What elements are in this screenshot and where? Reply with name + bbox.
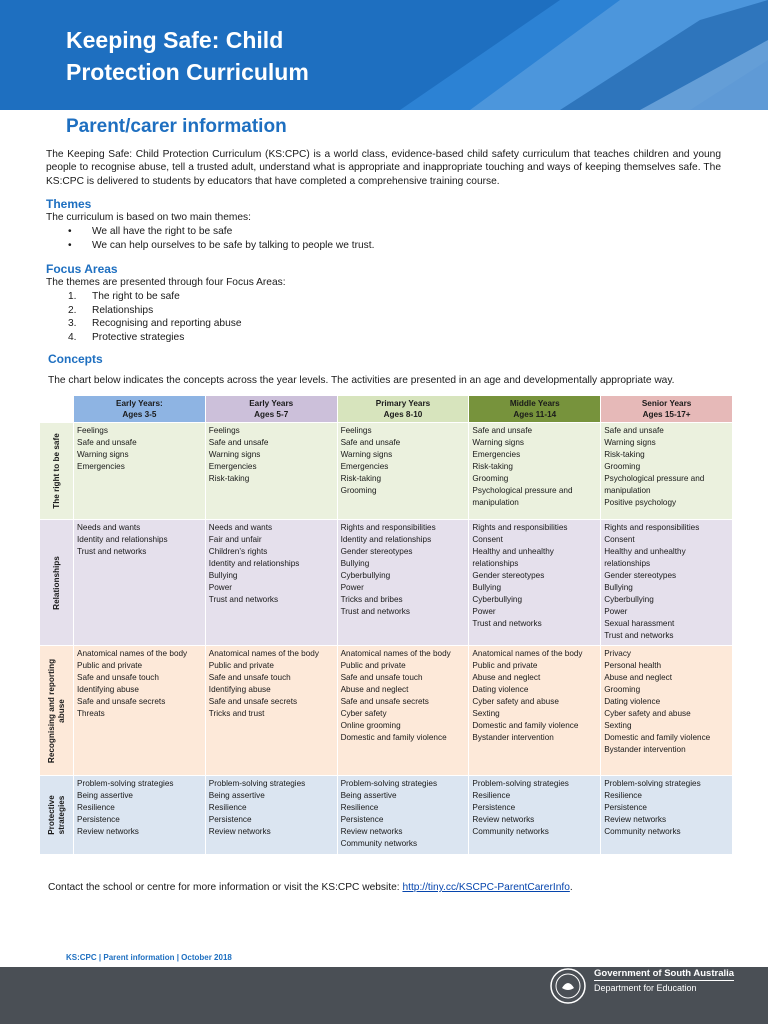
column-header: Early Years Ages 5-7: [206, 396, 337, 422]
table-cell: [338, 776, 469, 854]
concept-item: Bullying: [340, 559, 370, 568]
concept-item: Identity and relationships: [340, 535, 432, 544]
concept-item: Public and private: [77, 661, 143, 670]
concept-item: Gender stereotypes: [472, 571, 545, 580]
table-cell: [601, 423, 732, 519]
table-cell: [338, 520, 469, 645]
page-title: Keeping Safe: Child Protection Curriculum: [66, 27, 309, 85]
concept-item: Domestic and family violence: [604, 733, 711, 742]
contact-line: Contact the school or centre for more information or visit the KS:CPC website: http://tiny.cc/KSCPC-ParentCarerInfo.: [48, 882, 573, 893]
table-cell: [74, 423, 205, 519]
concept-item: Warning signs: [77, 450, 129, 459]
row-header: The right to be safe: [40, 423, 73, 519]
concept-item: Safe and unsafe: [208, 438, 269, 447]
concept-item: Being assertive: [77, 791, 133, 800]
concept-item: Feelings: [340, 426, 372, 435]
column-header: Middle Years Ages 11-14: [469, 396, 600, 422]
table-cell: [469, 776, 600, 854]
concept-item: Risk-taking: [340, 474, 382, 483]
concept-item: Needs and wants: [208, 523, 273, 532]
concept-item: Power: [340, 583, 364, 592]
concept-item: Persistence: [77, 815, 120, 824]
concept-item: Persistence: [340, 815, 384, 824]
concept-item: Psychological pressure and manipulation: [472, 486, 573, 507]
footer-reference: KS:CPC | Parent information | October 2018: [66, 953, 232, 962]
concept-item: Cyberbullying: [604, 595, 654, 604]
concept-item: Safe and unsafe secrets: [208, 697, 298, 706]
table-cell: [74, 520, 205, 645]
table-cell: [206, 520, 337, 645]
table-cell: [601, 646, 732, 775]
table-cell: [601, 776, 732, 854]
concept-item: Safe and unsafe touch: [208, 673, 291, 682]
concept-item: Privacy: [604, 649, 632, 658]
concept-item: Cyber safety and abuse: [604, 709, 691, 718]
concept-item: Public and private: [340, 661, 406, 670]
concept-item: Identity and relationships: [77, 535, 168, 544]
column-header: Early Years: Ages 3-5: [74, 396, 205, 422]
table-cell: [601, 520, 732, 645]
focus-lead: The themes are presented through four Focus Areas:: [46, 277, 286, 288]
concept-item: Consent: [604, 535, 635, 544]
concept-item: Warning signs: [472, 438, 524, 447]
concept-item: Safe and unsafe: [77, 438, 137, 447]
concept-item: Being assertive: [340, 791, 397, 800]
concept-item: Personal health: [604, 661, 662, 670]
focus-list: [68, 290, 242, 344]
concept-item: Bullying: [472, 583, 502, 592]
concept-item: Bullying: [208, 571, 238, 580]
concept-item: Community networks: [604, 827, 681, 836]
concept-item: Trust and networks: [77, 547, 147, 556]
concept-item: Safe and unsafe: [604, 426, 664, 435]
concept-item: Sexting: [604, 721, 632, 730]
list-item: • We all have the right to be safe: [68, 226, 233, 237]
concept-item: Feelings: [208, 426, 240, 435]
list-item: 3. Recognising and reporting abuse: [68, 318, 242, 329]
concept-item: Identifying abuse: [77, 685, 139, 694]
concept-item: Review networks: [77, 827, 139, 836]
concept-item: Being assertive: [208, 791, 265, 800]
table-cell: [74, 646, 205, 775]
concept-item: Trust and networks: [340, 607, 410, 616]
concepts-table: [40, 396, 733, 855]
concepts-lead: The chart below indicates the concepts across the year levels. The activities are presented in an age and developmentally appropriate way.: [48, 375, 675, 386]
concept-item: Trust and networks: [208, 595, 279, 604]
concept-item: Safe and unsafe touch: [340, 673, 423, 682]
concept-item: Grooming: [604, 685, 641, 694]
themes-heading: Themes: [46, 197, 92, 211]
footer-divider: [594, 980, 734, 981]
concept-item: Threats: [77, 709, 105, 718]
concept-item: Healthy and unhealthy relationships: [472, 547, 554, 568]
concept-item: Resilience: [340, 803, 379, 812]
table-cell: [469, 423, 600, 519]
concept-item: Emergencies: [472, 450, 521, 459]
concept-item: Anatomical names of the body: [77, 649, 188, 658]
concept-item: Domestic and family violence: [340, 733, 447, 742]
concept-item: Bystander intervention: [604, 745, 686, 754]
concept-item: Emergencies: [208, 462, 257, 471]
concept-item: Persistence: [604, 803, 647, 812]
concept-item: Problem-solving strategies: [340, 779, 438, 788]
concept-item: Identity and relationships: [208, 559, 300, 568]
concept-item: Safe and unsafe secrets: [77, 697, 166, 706]
concept-item: Trust and networks: [472, 619, 542, 628]
focus-heading: Focus Areas: [46, 262, 118, 276]
concept-item: Rights and responsibilities: [472, 523, 568, 532]
concept-item: Problem-solving strategies: [604, 779, 701, 788]
table-cell: [74, 776, 205, 854]
row-header: Relationships: [40, 520, 73, 645]
bullet-icon: •: [68, 226, 72, 237]
concept-item: Problem-solving strategies: [472, 779, 569, 788]
concept-item: Identifying abuse: [208, 685, 271, 694]
concept-item: Resilience: [208, 803, 247, 812]
concept-item: Rights and responsibilities: [604, 523, 700, 532]
concept-item: Warning signs: [340, 450, 393, 459]
concept-item: Cyberbullying: [472, 595, 522, 604]
department-name: Department for Education: [594, 983, 697, 993]
column-header: Primary Years Ages 8-10: [338, 396, 469, 422]
themes-list: [68, 225, 374, 252]
list-item: 1. The right to be safe: [68, 291, 180, 302]
concept-item: Resilience: [604, 791, 642, 800]
concept-item: Community networks: [340, 839, 418, 848]
concept-item: Grooming: [340, 486, 377, 495]
concept-item: Cyber safety and abuse: [472, 697, 559, 706]
concept-item: Abuse and neglect: [604, 673, 673, 682]
concept-item: Gender stereotypes: [340, 547, 413, 556]
concept-item: Public and private: [472, 661, 538, 670]
concept-item: Domestic and family violence: [472, 721, 579, 730]
table-cell: [206, 776, 337, 854]
concept-item: Problem-solving strategies: [208, 779, 306, 788]
concept-item: Risk-taking: [604, 450, 645, 459]
concept-item: Safe and unsafe touch: [77, 673, 159, 682]
concept-item: Warning signs: [208, 450, 261, 459]
table-cell: [469, 646, 600, 775]
government-name: Government of South Australia: [594, 968, 735, 979]
concept-item: Warning signs: [604, 438, 656, 447]
concept-item: Power: [208, 583, 233, 592]
concept-item: Cyber safety: [340, 709, 387, 718]
concept-item: Safe and unsafe: [472, 426, 533, 435]
concept-item: Emergencies: [77, 462, 125, 471]
concept-item: Sexting: [472, 709, 500, 718]
government-crest-icon: [548, 966, 588, 1006]
website-link[interactable]: http://tiny.cc/KSCPC-ParentCarerInfo: [402, 882, 570, 893]
table-cell: [338, 646, 469, 775]
concept-item: Trust and networks: [604, 631, 674, 640]
concept-item: Risk-taking: [472, 462, 513, 471]
concepts-heading: Concepts: [48, 352, 103, 366]
concept-item: Consent: [472, 535, 503, 544]
concept-item: Risk-taking: [208, 474, 250, 483]
concept-item: Public and private: [208, 661, 274, 670]
row-header: Recognising and reporting abuse: [40, 646, 73, 775]
header-banner: [0, 0, 768, 110]
concept-item: Online grooming: [340, 721, 401, 730]
concept-item: Anatomical names of the body: [472, 649, 583, 658]
intro-paragraph: The Keeping Safe: Child Protection Curriculum (KS:CPC) is a world class, evidence-based child safety curriculum that teaches children and young people to recognise abuse, tell a trusted adult, understand what is appropriate and inappropriate touching and ways of keeping themselves safe. The KS:CPC is delivered to students by educators that have completed a comprehensive training course.: [46, 149, 721, 187]
concept-item: Psychological pressure and manipulation: [604, 474, 705, 495]
concept-item: Problem-solving strategies: [77, 779, 174, 788]
concept-item: Sexual harassment: [604, 619, 675, 628]
concept-item: Safe and unsafe: [340, 438, 401, 447]
concept-item: Positive psychology: [604, 498, 677, 507]
concept-item: Resilience: [77, 803, 115, 812]
table-cell: [206, 423, 337, 519]
concept-item: Grooming: [472, 474, 509, 483]
concept-item: Power: [604, 607, 628, 616]
concept-item: Persistence: [208, 815, 252, 824]
concept-item: Healthy and unhealthy relationships: [604, 547, 686, 568]
concept-item: Anatomical names of the body: [208, 649, 319, 658]
concept-item: Needs and wants: [77, 523, 141, 532]
concept-item: Community networks: [472, 827, 549, 836]
concept-item: Review networks: [604, 815, 667, 824]
column-header: Senior Years Ages 15-17+: [601, 396, 732, 422]
concept-item: Dating violence: [472, 685, 529, 694]
list-item: 2. Relationships: [68, 304, 154, 316]
concept-item: Tricks and trust: [208, 709, 265, 718]
concept-item: Review networks: [340, 827, 403, 836]
concept-item: Persistence: [472, 803, 516, 812]
themes-lead: The curriculum is based on two main themes:: [46, 212, 251, 223]
concept-item: Power: [472, 607, 496, 616]
concept-item: Bystander intervention: [472, 733, 554, 742]
concept-item: Safe and unsafe secrets: [340, 697, 429, 706]
concept-item: Emergencies: [340, 462, 389, 471]
concept-item: Gender stereotypes: [604, 571, 677, 580]
concept-item: Dating violence: [604, 697, 661, 706]
concept-item: Cyberbullying: [340, 571, 391, 580]
table-cell: [469, 520, 600, 645]
table-cell: [206, 646, 337, 775]
concept-item: Grooming: [604, 462, 641, 471]
concept-item: Review networks: [208, 827, 271, 836]
concept-item: Bullying: [604, 583, 633, 592]
list-item: 4. Protective strategies: [68, 331, 185, 343]
row-header: Protective strategies: [40, 776, 73, 854]
concept-item: Abuse and neglect: [472, 673, 541, 682]
concept-item: Resilience: [472, 791, 511, 800]
concept-item: Children’s rights: [208, 547, 268, 556]
concept-item: Anatomical names of the body: [340, 649, 451, 658]
concept-item: Rights and responsibilities: [340, 523, 436, 532]
concept-item: Review networks: [472, 815, 535, 824]
bullet-icon: •: [68, 239, 72, 251]
concept-item: Fair and unfair: [208, 535, 262, 544]
table-cell: [338, 423, 469, 519]
concept-item: Abuse and neglect: [340, 685, 409, 694]
list-item: • We can help ourselves to be safe by talking to people we trust.: [68, 239, 375, 251]
page-subtitle: Parent/carer information: [66, 116, 287, 137]
concept-item: Feelings: [77, 426, 108, 435]
concept-item: Tricks and bribes: [340, 595, 403, 604]
